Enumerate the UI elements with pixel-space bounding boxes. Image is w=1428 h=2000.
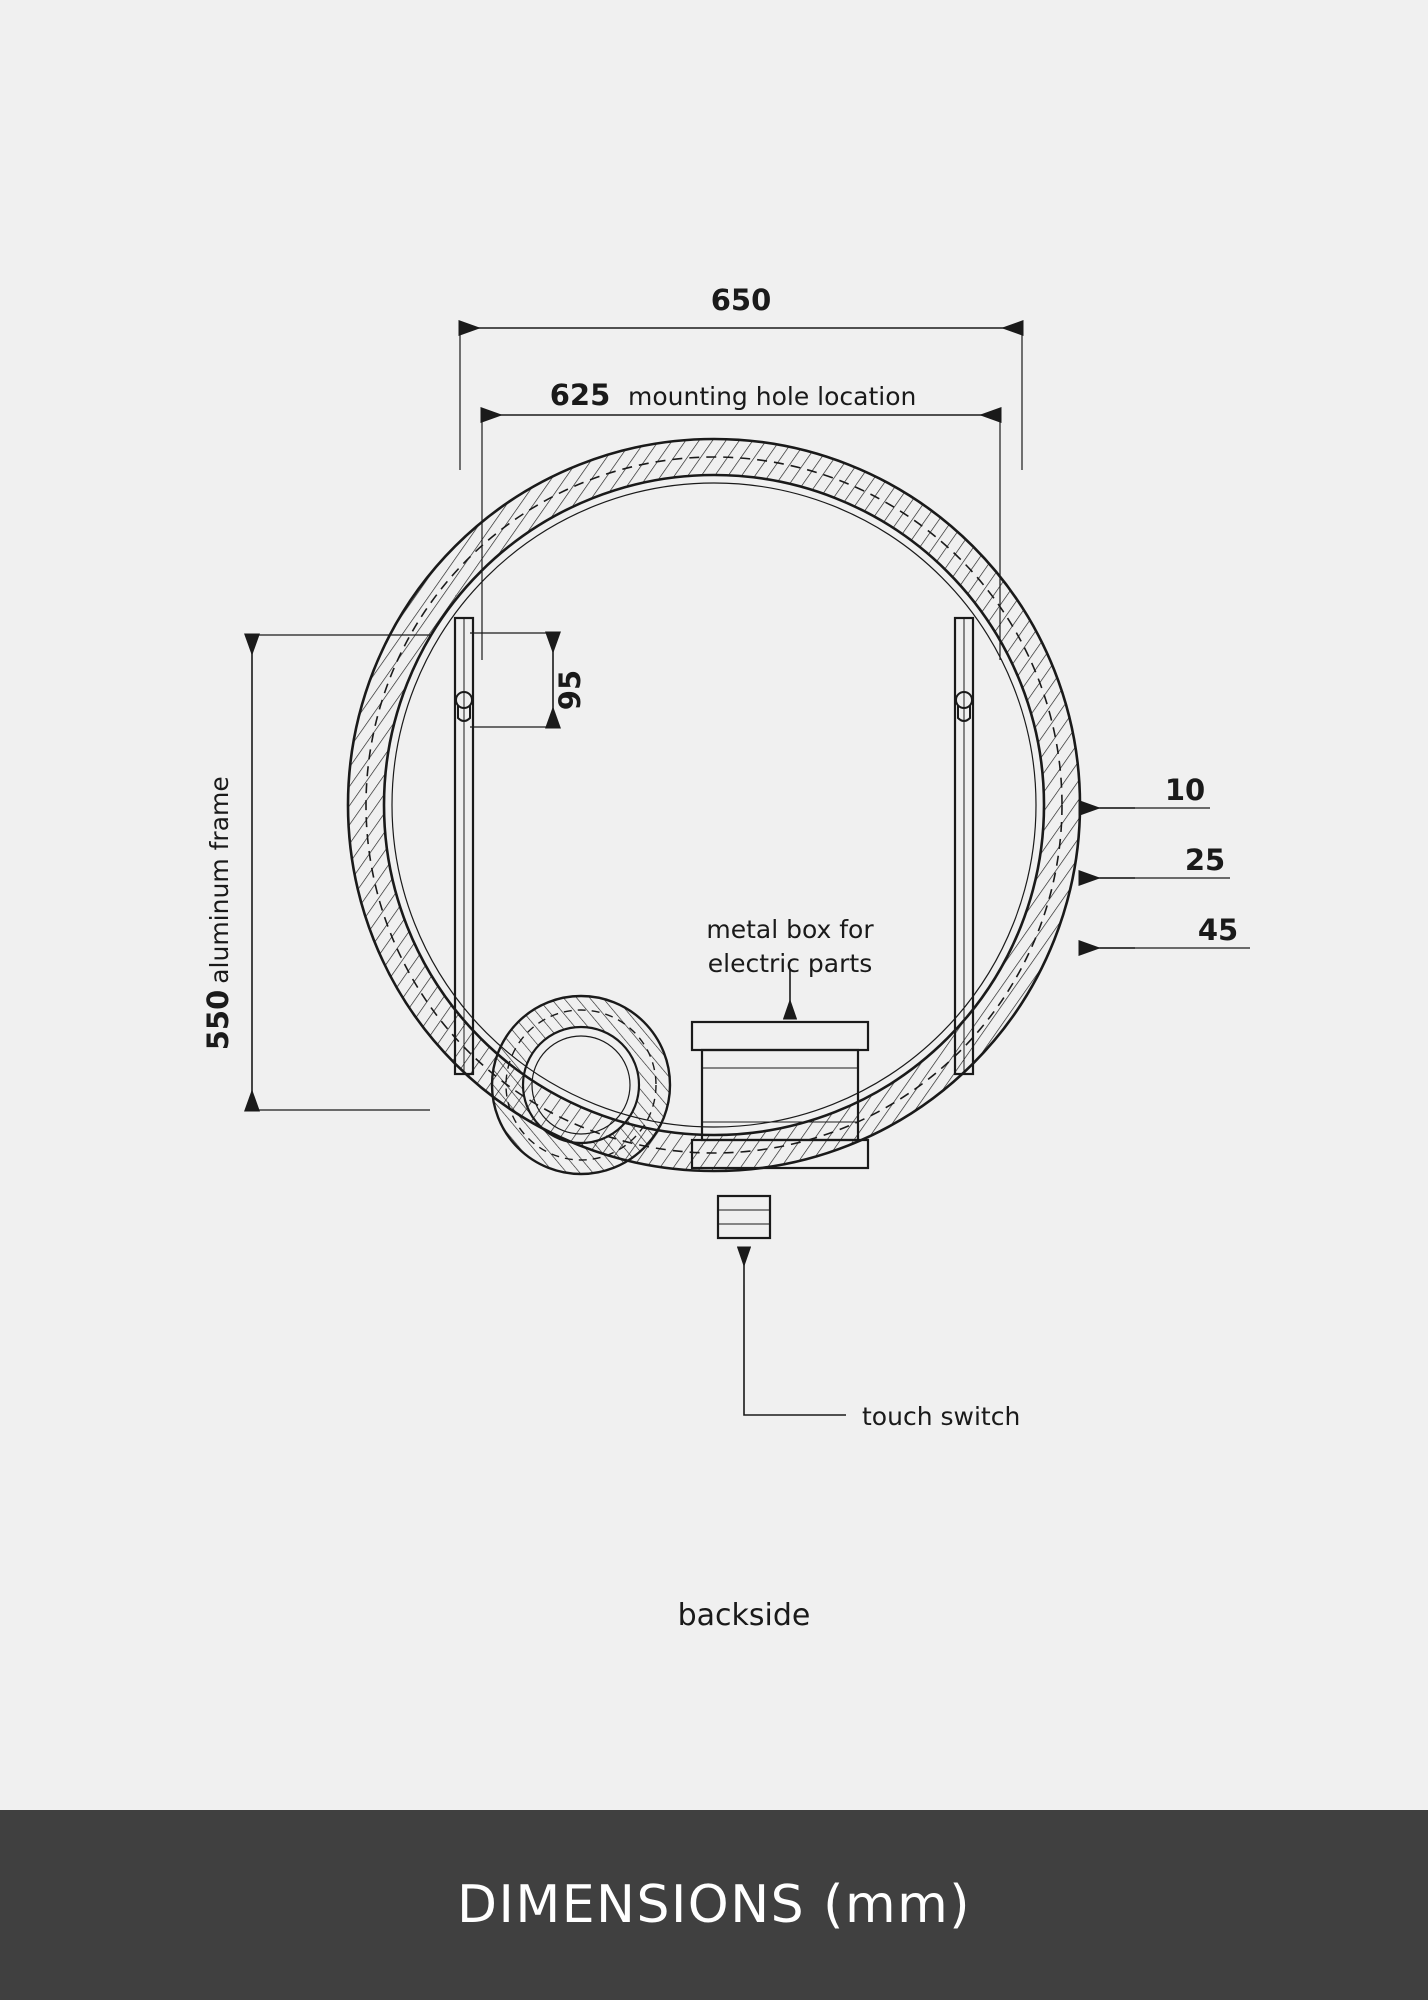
footer-bar [0, 1810, 1428, 2000]
touch-switch-part [718, 1196, 770, 1238]
aluminum-frame-label: aluminum frame [205, 776, 234, 984]
metal-box-label-line2: electric parts [707, 949, 873, 978]
aluminum-frame-hatch [330, 420, 1100, 1190]
callout-touch-switch [744, 1248, 1020, 1431]
dim-45 [1080, 913, 1250, 948]
dim-95-label: 95 [553, 669, 587, 711]
mounting-hole-location-label: mounting hole location [628, 382, 917, 411]
dim-650-label: 650 [710, 283, 772, 317]
dim-25 [1080, 843, 1230, 878]
dim-550-label: 550 [201, 989, 235, 1051]
dim-10-label: 10 [1164, 773, 1206, 807]
touch-switch-label: touch switch [862, 1402, 1021, 1431]
round-accessory [485, 990, 680, 1185]
dim-45-label: 45 [1197, 913, 1239, 947]
dim-625-label: 625 [549, 378, 611, 412]
mirror-body [330, 420, 1100, 1190]
dim-25-label: 25 [1184, 843, 1226, 877]
footer-title: DIMENSIONS (mm) [456, 1875, 972, 1935]
view-caption: backside [677, 1598, 811, 1633]
metal-box-label-line1: metal box for [706, 915, 874, 944]
